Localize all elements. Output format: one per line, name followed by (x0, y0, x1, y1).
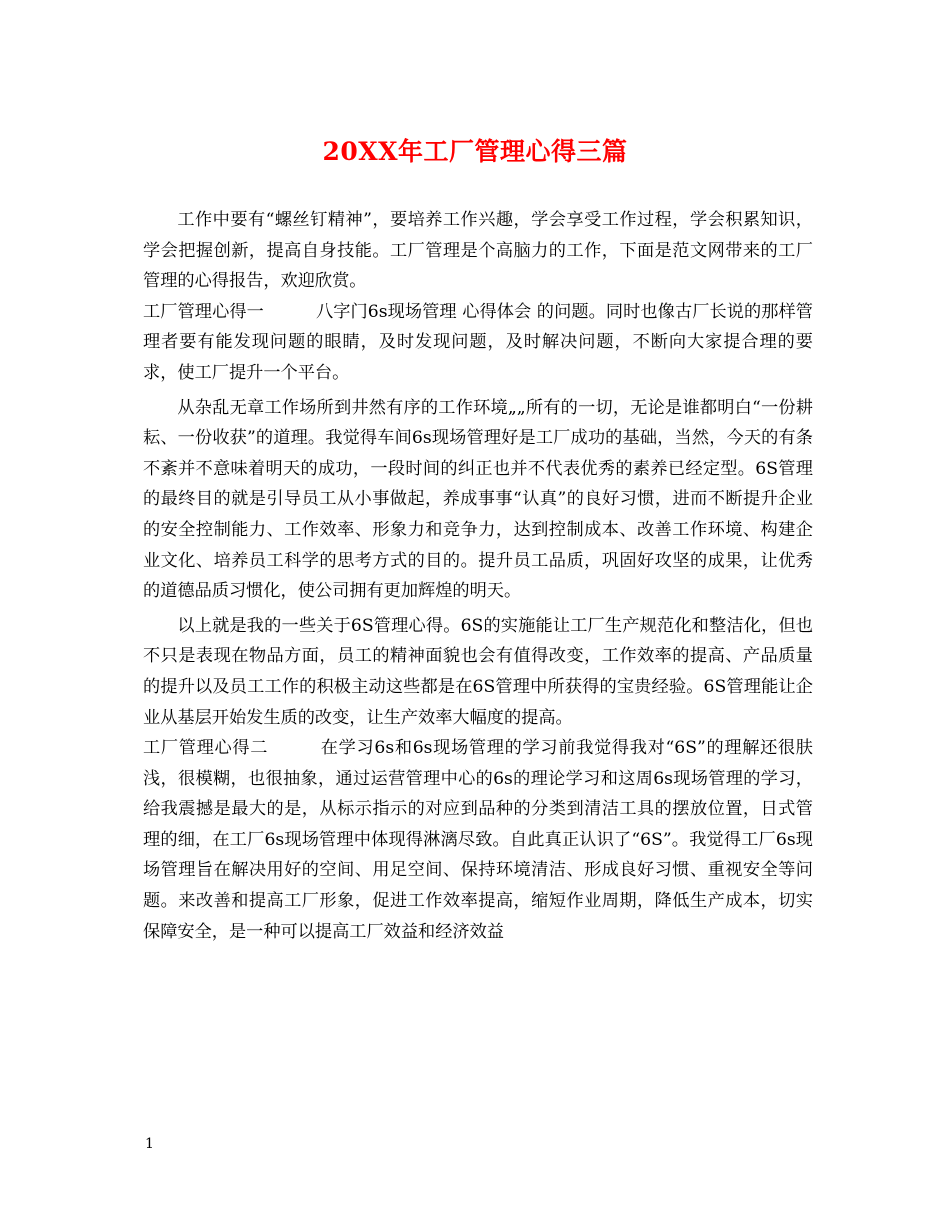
intro-paragraph: 工作中要有“螺丝钉精神”，要培养工作兴趣，学会享受工作过程，学会积累知识，学会把握创新，提高自身技能。工厂管理是个高脑力的工作，下面是范文网带来的工厂管理的心得报告，欢迎欣赏。 (143, 210, 813, 292)
page-number: 1 (145, 1136, 154, 1152)
section-one-paragraph (143, 297, 813, 389)
section-two-paragraph (143, 733, 813, 947)
document-body (143, 205, 813, 947)
section-one-text: 八字门6s现场管理 心得体会 的问题。同时也像古厂长说的那样管理者要有能发现问题的眼睛，及时发现问题，及时解决问题，不断向大家提合理的要求，使工厂提升一个平台。 (143, 301, 813, 383)
section-two-text: 在学习6s和6s现场管理的学习前我觉得我对“6S”的理解还很肤浅，很模糊，也很抽象，通过运营管理中心的6s的理论学习和这周6s现场管理的学习，给我震撼是最大的是，从标示指示的对应到品种的分类到清洁工具的摆放位置，日式管理的细，在工厂6s现场管理中体现得淋漓尽致。自此真正认识了“6S”。我觉得工厂6s现场管理旨在解决用好的空间、用足空间、保持环境清洁、形成良好习惯、重视安全等问题。来改善和提高工厂形象，促进工作效率提高，缩短作业周期，降低生产成本，切实保障安全，是一种可以提高工厂效益和经济效益 (143, 738, 813, 942)
document-title: 20XX年工厂管理心得三篇 (322, 137, 628, 166)
section-one-heading: 工厂管理心得一 (143, 301, 264, 322)
section-two-heading: 工厂管理心得二 (143, 738, 269, 759)
body-paragraph-3: 以上就是我的一些关于6S管理心得。6S的实施能让工厂生产规范化和整洁化，但也不只是表现在物品方面，员工的精神面貌也会有值得改变，工作效率的提高、产品质量的提升以及员工工作的积极主动这些都是在6S管理中所获得的宝贵经验。6S管理能让企业从基层开始发生质的改变，让生产效率大幅度的提高。 (143, 615, 813, 728)
body-paragraph-2: 从杂乱无章工作场所到井然有序的工作环境„„所有的一切，无论是谁都明白“一份耕耘、一份收获”的道理。我觉得车间6s现场管理好是工厂成功的基础，当然，今天的有条不紊并不意味着明天的成功，一段时间的纠正也并不代表优秀的素养已经定型。6S管理的最终目的就是引导员工从小事做起，养成事事“认真”的良好习惯，进而不断提升企业的安全控制能力、工作效率、形象力和竞争力，达到控制成本、改善工作环境、构建企业文化、培养员工科学的思考方式的目的。提升员工品质，巩固好攻坚的成果，让优秀的道德品质习惯化，使公司拥有更加辉煌的明天。 (143, 397, 813, 602)
